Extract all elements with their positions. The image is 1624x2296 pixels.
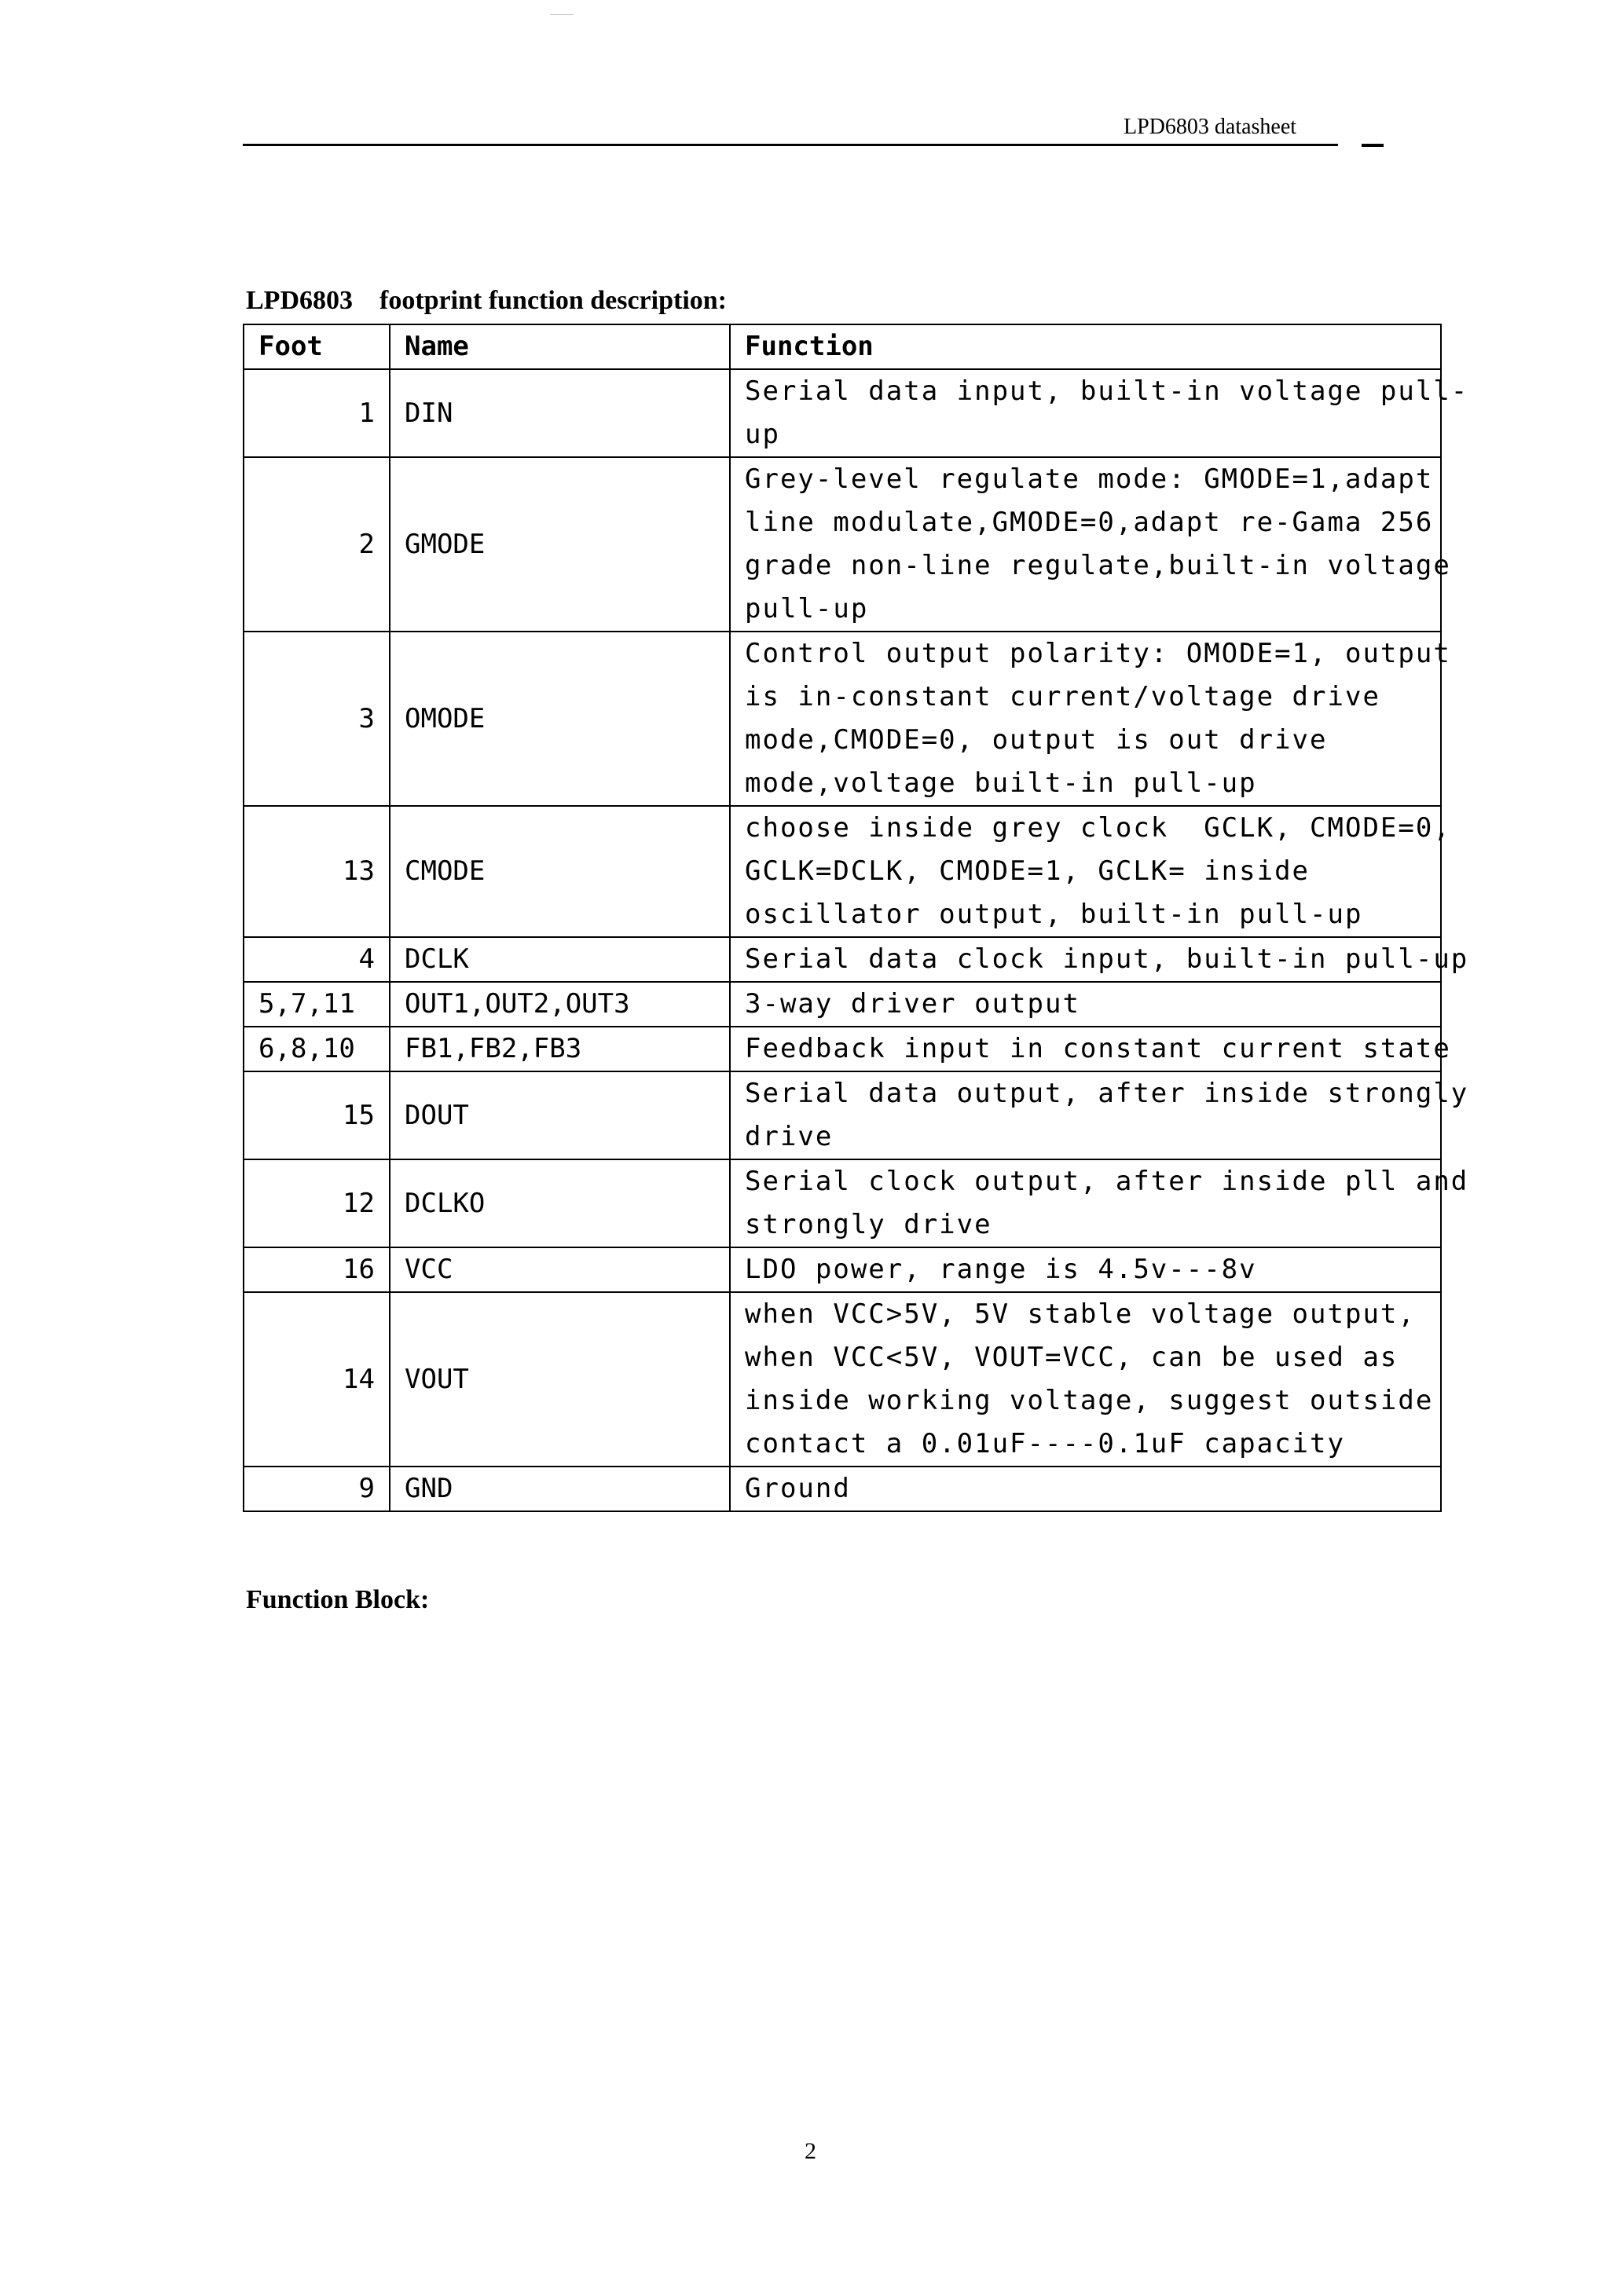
pin-name: DOUT: [390, 1071, 730, 1159]
function-line: 3-way driver output: [745, 988, 1080, 1020]
header-foot: Foot: [244, 324, 390, 369]
function-line: Serial data input, built-in voltage pull-: [745, 375, 1469, 407]
section-title-function-block: Function Block:: [246, 1585, 430, 1614]
table-row: [244, 982, 1441, 1027]
header-name: Name: [390, 324, 730, 369]
pin-name: CMODE: [390, 806, 730, 937]
function-line: up: [745, 419, 780, 450]
pin-foot: 12: [244, 1159, 390, 1247]
pin-name: OUT1,OUT2,OUT3: [390, 982, 730, 1027]
pin-foot: 13: [244, 806, 390, 937]
pin-function: [730, 1071, 1469, 1159]
function-line: Control output polarity: OMODE=1, output: [745, 638, 1451, 669]
table-row: [244, 1292, 1441, 1467]
section-title-pin-description: LPD6803 footprint function description:: [246, 286, 727, 315]
pin-foot: 2: [244, 457, 390, 632]
pin-name: DCLK: [390, 937, 730, 982]
pin-foot: 14: [244, 1292, 390, 1467]
pin-name: DCLKO: [390, 1159, 730, 1247]
function-line: Serial clock output, after inside pll and: [745, 1166, 1469, 1197]
pin-foot: 4: [244, 937, 390, 982]
pin-foot: 9: [244, 1467, 390, 1511]
pin-foot: 15: [244, 1071, 390, 1159]
function-line: Feedback input in constant current state: [745, 1033, 1451, 1064]
function-line: Serial data clock input, built-in pull-up: [745, 943, 1469, 975]
function-line: GCLK=DCLK, CMODE=1, GCLK= inside: [745, 855, 1311, 887]
pin-function-table: [243, 324, 1469, 1512]
page-number: 2: [805, 2138, 816, 2164]
pin-function: [730, 457, 1451, 632]
function-line: Grey-level regulate mode: GMODE=1,adapt: [745, 463, 1434, 495]
pin-name: VOUT: [390, 1292, 730, 1467]
pin-foot: 1: [244, 369, 390, 457]
header-function: Function: [730, 324, 1441, 369]
table-row: [244, 806, 1441, 937]
pin-function: [730, 1247, 1441, 1292]
function-line: when VCC>5V, 5V stable voltage output,: [745, 1298, 1416, 1330]
table-header-row: [244, 324, 1441, 369]
header-title: LPD6803 datasheet: [1124, 115, 1297, 139]
function-line: oscillator output, built-in pull-up: [745, 899, 1363, 930]
table-body: [244, 369, 1469, 1511]
table-row: [244, 1027, 1441, 1071]
table-row: [244, 1071, 1441, 1159]
pin-foot: 5,7,11: [244, 982, 390, 1027]
pin-foot: 16: [244, 1247, 390, 1292]
table-row: [244, 1247, 1441, 1292]
function-line: pull-up: [745, 593, 869, 624]
function-line: LDO power, range is 4.5v---8v: [745, 1254, 1257, 1285]
function-line: grade non-line regulate,built-in voltage: [745, 550, 1451, 581]
header-rule: [243, 144, 1338, 146]
pin-function: [730, 937, 1469, 982]
header-mark: [1362, 144, 1384, 147]
table-row: [244, 1467, 1441, 1511]
table-row: [244, 457, 1441, 632]
pin-function: [730, 1159, 1469, 1247]
pin-name: GMODE: [390, 457, 730, 632]
pin-function: [730, 1027, 1451, 1071]
pin-function: [730, 369, 1469, 457]
table-row: [244, 1159, 1441, 1247]
table-row: [244, 632, 1441, 806]
pin-function: [730, 1292, 1441, 1467]
function-line: inside working voltage, suggest outside: [745, 1385, 1434, 1416]
function-line: is in-constant current/voltage drive: [745, 681, 1380, 712]
function-line: choose inside grey clock GCLK, CMODE=0,: [745, 812, 1451, 844]
pin-function: [730, 982, 1441, 1027]
function-line: Serial data output, after inside strongly: [745, 1078, 1469, 1109]
function-line: strongly drive: [745, 1209, 992, 1240]
pin-name: OMODE: [390, 632, 730, 806]
pin-foot: 3: [244, 632, 390, 806]
function-line: mode,voltage built-in pull-up: [745, 767, 1257, 799]
pin-name: FB1,FB2,FB3: [390, 1027, 730, 1071]
table-row: [244, 369, 1441, 457]
table-row: [244, 937, 1441, 982]
function-line: mode,CMODE=0, output is out drive: [745, 724, 1328, 756]
function-line: drive: [745, 1121, 834, 1152]
function-line: when VCC<5V, VOUT=VCC, can be used as: [745, 1342, 1399, 1373]
function-line: Ground: [745, 1473, 851, 1504]
pin-name: VCC: [390, 1247, 730, 1292]
pin-name: DIN: [390, 369, 730, 457]
pin-foot: 6,8,10: [244, 1027, 390, 1071]
pin-function: [730, 806, 1451, 937]
function-line: contact a 0.01uF----0.1uF capacity: [745, 1428, 1345, 1459]
scan-artifact: [550, 14, 574, 15]
pin-name: GND: [390, 1467, 730, 1511]
function-line: line modulate,GMODE=0,adapt re-Gama 256: [745, 507, 1434, 538]
pin-function: [730, 1467, 1441, 1511]
pin-function: [730, 632, 1451, 806]
